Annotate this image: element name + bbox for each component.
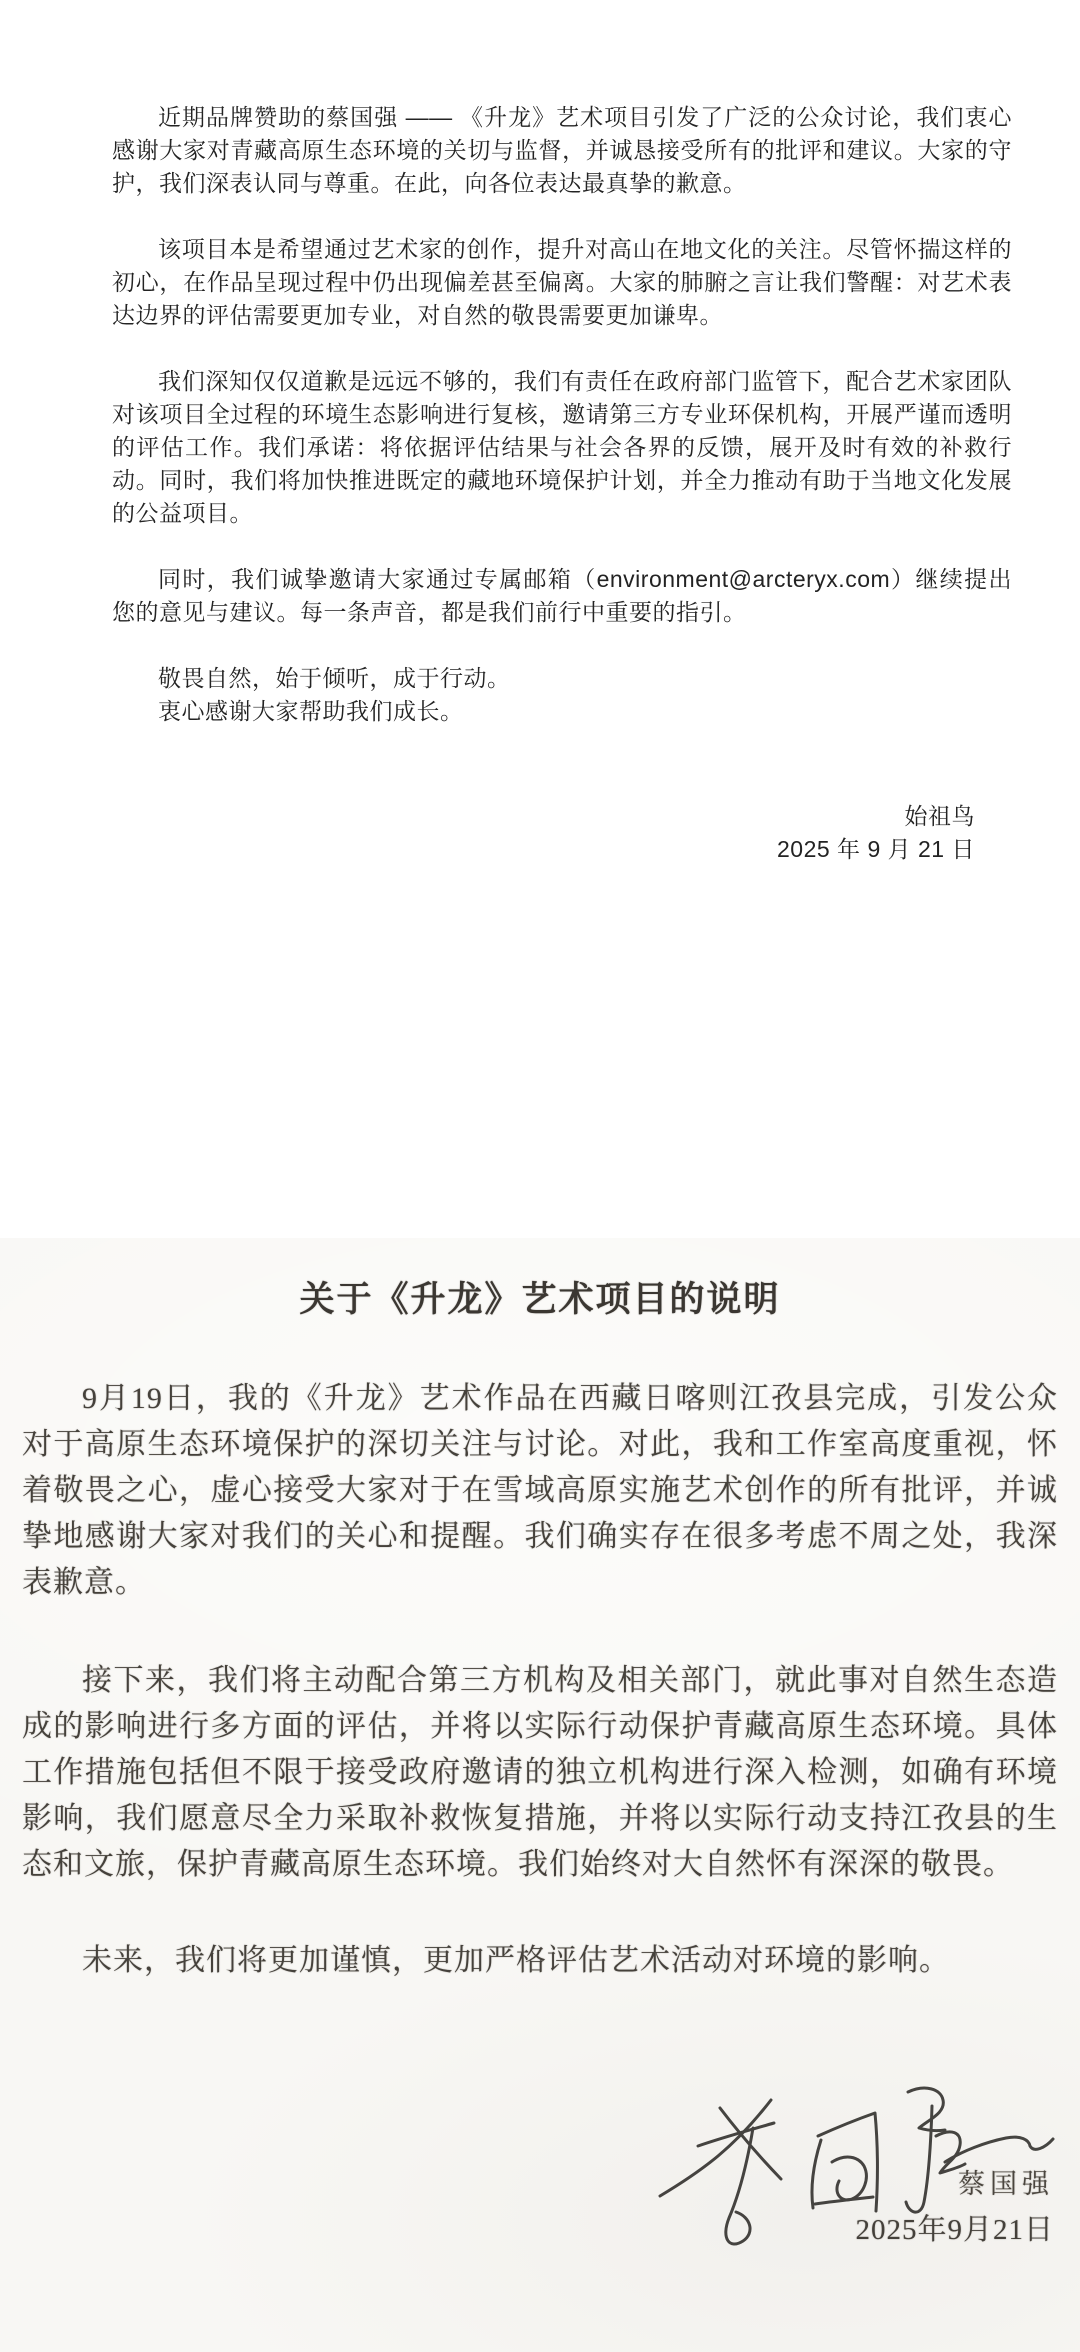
doc1-paragraph-1: 近期品牌赞助的蔡国强 —— 《升龙》艺术项目引发了广泛的公众讨论，我们衷心感谢大家对青藏高原生态环境的关切与监督，并诚恳接受所有的批评和建议。大家的守护，我们深表认同与尊重。在此，向各位表达最真挚的歉意。 [112,104,1012,196]
brand-statement-document [0,0,1080,866]
doc1-signature-date: 2025 年 9 月 21 日 [777,836,975,862]
doc2-paragraph-2: 接下来，我们将主动配合第三方机构及相关部门，就此事对自然生态造成的影响进行多方面的评估，并将以实际行动保护青藏高原生态环境。具体工作措施包括但不限于接受政府邀请的独立机构进行深入检测，如确有环境影响，我们愿意尽全力采取补救恢复措施，并将以实际行动支持江孜县的生态和文旅，保护青藏高原生态环境。我们始终对大自然怀有深深的敬畏。 [22,1664,1058,1881]
doc1-paragraph-4: 同时，我们诚挚邀请大家通过专属邮箱（environment@arcteryx.com）继续提出您的意见与建议。每一条声音，都是我们前行中重要的指引。 [112,566,1012,625]
doc1-paragraph-3: 我们深知仅仅道歉是远远不够的，我们有责任在政府部门监管下，配合艺术家团队对该项目全过程的环境生态影响进行复核，邀请第三方专业环保机构，开展严谨而透明的评估工作。我们承诺：将依据评估结果与社会各界的反馈，展开及时有效的补救行动。同时，我们将加快推进既定的藏地环境保护计划，并全力推动有助于当地文化发展的公益项目。 [112,368,1012,526]
artist-statement-document [0,1238,1080,2352]
doc2-title: 关于《升龙》艺术项目的说明 [299,1280,781,1319]
doc1-paragraph-2: 该项目本是希望通过艺术家的创作，提升对高山在地文化的关注。尽管怀揣这样的初心，在作品呈现过程中仍出现偏差甚至偏离。大家的肺腑之言让我们警醒：对艺术表达边界的评估需要更加专业，对自然的敬畏需要更加谦卑。 [112,236,1012,328]
doc1-signature-block [112,800,1012,866]
doc1-closing-line-2: 衷心感谢大家帮助我们成长。 [158,698,464,724]
doc2-paragraph-1: 9月19日，我的《升龙》艺术作品在西藏日喀则江孜县完成，引发公众对于高原生态环境保护的深切关注与讨论。对此，我和工作室高度重视，怀着敬畏之心，虚心接受大家对于在雪域高原实施艺术创作的所有批评，并诚挚地感谢大家对我们的关心和提醒。我们确实存在很多考虑不周之处，我深表歉意。 [22,1382,1058,1599]
doc2-paragraph-3: 未来，我们将更加谨慎，更加严格评估艺术活动对环境的影响。 [82,1944,950,1977]
doc2-signature-date: 2025年9月21日 [855,2214,1054,2246]
doc1-signature-name: 始祖鸟 [904,803,975,829]
doc1-closing [112,662,1012,728]
doc1-closing-line-1: 敬畏自然，始于倾听，成于行动。 [158,665,511,691]
doc2-signature-name: 蔡国强 [958,2169,1054,2199]
